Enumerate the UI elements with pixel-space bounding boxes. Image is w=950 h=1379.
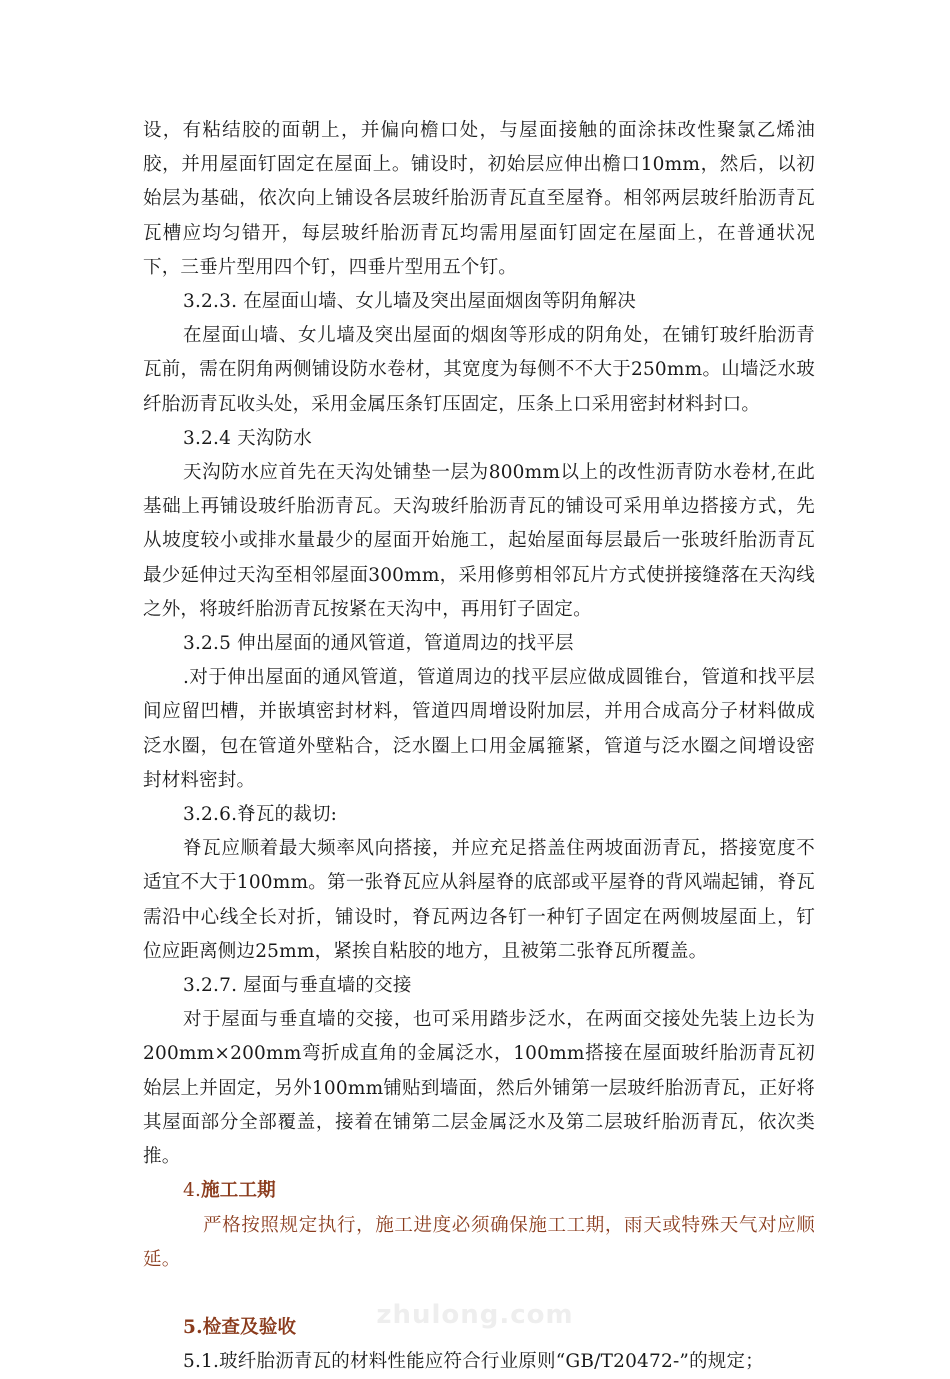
paragraph-roofing-continuation: 设，有粘结胶的面朝上，并偏向檐口处，与屋面接触的面涂抹改性聚氯乙烯油胶，并用屋面钉固定在屋面上。铺设时，初始层应伸出檐口10mm，然后，以初始层为基础，依次向上铺设各层玻纤胎沥青瓦直至屋脊。相邻两层玻纤胎沥青瓦瓦槽应均匀错开，每层玻纤胎沥青瓦均需用屋面钉固定在屋面上，在普通状况下，三垂片型用四个钉，四垂片型用五个钉。 — [143, 120, 815, 278]
paragraph-3-2-7: 对于屋面与垂直墙的交接，也可采用踏步泛水，在两面交接处先装上边长为200mm×200mm弯折成直角的金属泛水，100mm搭接在屋面玻纤胎沥青瓦初始层上并固定，另外100mm铺贴到墙面，然后外铺第一层玻纤胎沥青瓦，正好将其屋面部分全部覆盖，接着在铺第二层金属泛水及第二层玻纤胎沥青瓦，依次类推。 — [143, 1009, 815, 1168]
paragraph-5-1: 5.1.玻纤胎沥青瓦的材料性能应符合行业原则“GB/T20472-”的规定； — [183, 1351, 764, 1373]
document-body — [143, 114, 815, 1379]
paragraph-section-4: 严格按照规定执行，施工进度必须确保施工工期，雨天或特殊天气对应顺延。 — [143, 1214, 815, 1270]
heading-section-4-title: 施工工期 — [201, 1180, 276, 1202]
heading-section-4-number: 4. — [183, 1180, 202, 1202]
heading-3-2-7: 3.2.7. 屋面与垂直墙的交接 — [183, 975, 412, 997]
paragraph-3-2-6: 脊瓦应顺着最大频率风向搭接，并应充足搭盖住两坡面沥青瓦，搭接宽度不适宜不大于100mm。第一张脊瓦应从斜屋脊的底部或平屋脊的背风端起铺，脊瓦需沿中心线全长对折，铺设时，脊瓦两边各钉一种钉子固定在两侧坡屋面上，钉位应距离侧边25mm，紧挨自粘胶的地方，且被第二张脊瓦所覆盖。 — [143, 838, 815, 962]
paragraph-3-2-5: .对于伸出屋面的通风管道，管道周边的找平层应做成圆锥台，管道和找平层间应留凹槽，并嵌填密封材料，管道四周增设附加层，并用合成高分子材料做成泛水圈，包在管道外壁粘合，泛水圈上口用金属箍紧，管道与泛水圈之间增设密封材料密封。 — [143, 667, 815, 791]
heading-section-5: 5.检查及验收 — [183, 1316, 297, 1338]
paragraph-3-2-4: 天沟防水应首先在天沟处铺垫一层为800mm以上的改性沥青防水卷材,在此基础上再铺设玻纤胎沥青瓦。天沟玻纤胎沥青瓦的铺设可采用单边搭接方式，先从坡度较小或排水量最少的屋面开始施工，起始屋面每层最后一张玻纤胎沥青瓦最少延伸过天沟至相邻屋面300mm，采用修剪相邻瓦片方式使拼接缝落在天沟线之外，将玻纤胎沥青瓦按紧在天沟中，再用钉子固定。 — [143, 462, 815, 620]
heading-3-2-3: 3.2.3. 在屋面山墙、女儿墙及突出屋面烟囱等阴角解决 — [183, 291, 636, 313]
heading-3-2-5: 3.2.5 伸出屋面的通风管道，管道周边的找平层 — [183, 633, 574, 655]
heading-3-2-6: 3.2.6.脊瓦的裁切: — [183, 804, 338, 826]
paragraph-3-2-3: 在屋面山墙、女儿墙及突出屋面的烟囱等形成的阴角处，在铺钉玻纤胎沥青瓦前，需在阴角两侧铺设防水卷材，其宽度为每侧不不大于250mm。山墙泛水玻纤胎沥青瓦收头处，采用金属压条钉压固定，压条上口采用密封材料封口。 — [143, 325, 815, 415]
heading-3-2-4: 3.2.4 天沟防水 — [183, 427, 312, 449]
heading-section-4 — [143, 1174, 815, 1208]
watermark-text: zhulong.com — [376, 1300, 574, 1330]
